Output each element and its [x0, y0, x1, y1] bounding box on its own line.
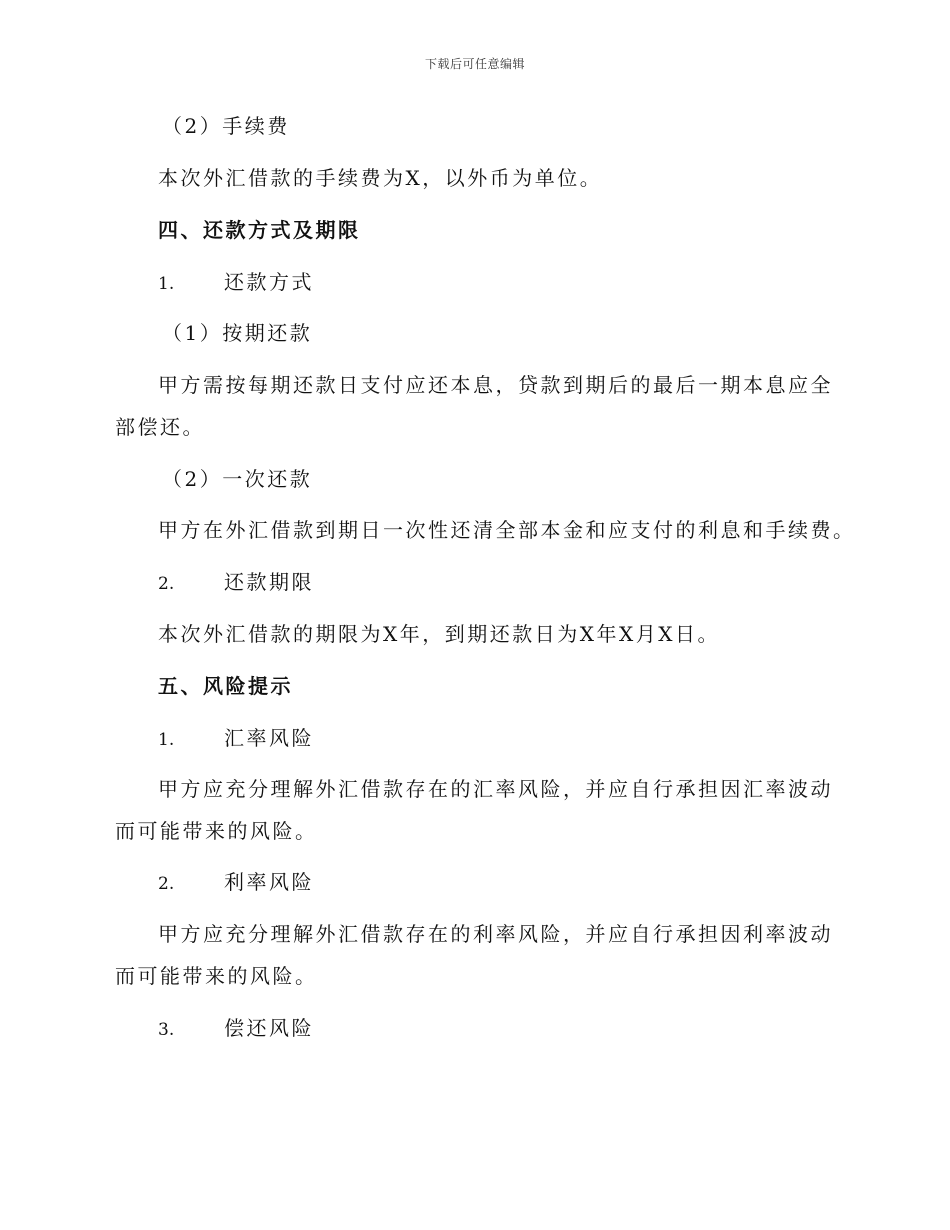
section-5-title: 五、风险提示	[158, 674, 293, 698]
s5-item-2-label: 利率风险	[224, 870, 314, 894]
s4-sub-2-heading: （2）一次还款	[162, 467, 313, 491]
s4-item-1	[158, 262, 888, 304]
fee-heading: （2）手续费	[162, 114, 290, 138]
s4-item-2-number: 2.	[158, 574, 175, 594]
s5-item-1-label: 汇率风险	[224, 726, 314, 750]
s4-item-2-label: 还款期限	[224, 570, 314, 594]
section-4-title: 四、还款方式及期限	[158, 218, 361, 242]
s5-item-1-paragraph: 甲方应充分理解外汇借款存在的汇率风险，并应自行承担因汇率波动而可能带来的风险。	[115, 777, 833, 843]
s4-item-1-number: 1.	[158, 274, 175, 294]
s5-item-3-number: 3.	[158, 1020, 175, 1040]
s4-item-2-paragraph: 本次外汇借款的期限为X年，到期还款日为X年X月X日。	[158, 622, 720, 646]
s5-item-3	[158, 1008, 888, 1050]
fee-text: 本次外汇借款的手续费为X，以外币为单位。	[158, 166, 603, 190]
s5-item-1	[158, 718, 888, 760]
s5-item-1-number: 1.	[158, 730, 175, 750]
s4-item-2	[158, 562, 888, 604]
page-header: 下载后可任意编辑	[424, 57, 525, 71]
s5-item-2-number: 2.	[158, 874, 175, 894]
s4-sub-2-paragraph: 甲方在外汇借款到期日一次性还清全部本金和应支付的利息和手续费。	[158, 518, 856, 542]
s5-item-2-paragraph: 甲方应充分理解外汇借款存在的利率风险，并应自行承担因利率波动而可能带来的风险。	[115, 922, 833, 988]
s5-item-3-label: 偿还风险	[224, 1016, 314, 1040]
s4-sub-1-heading: （1）按期还款	[162, 321, 313, 345]
s5-item-2	[158, 862, 888, 904]
s4-sub-1-paragraph: 甲方需按每期还款日支付应还本息，贷款到期后的最后一期本息应全部偿还。	[115, 373, 833, 439]
s4-item-1-label: 还款方式	[224, 270, 314, 294]
